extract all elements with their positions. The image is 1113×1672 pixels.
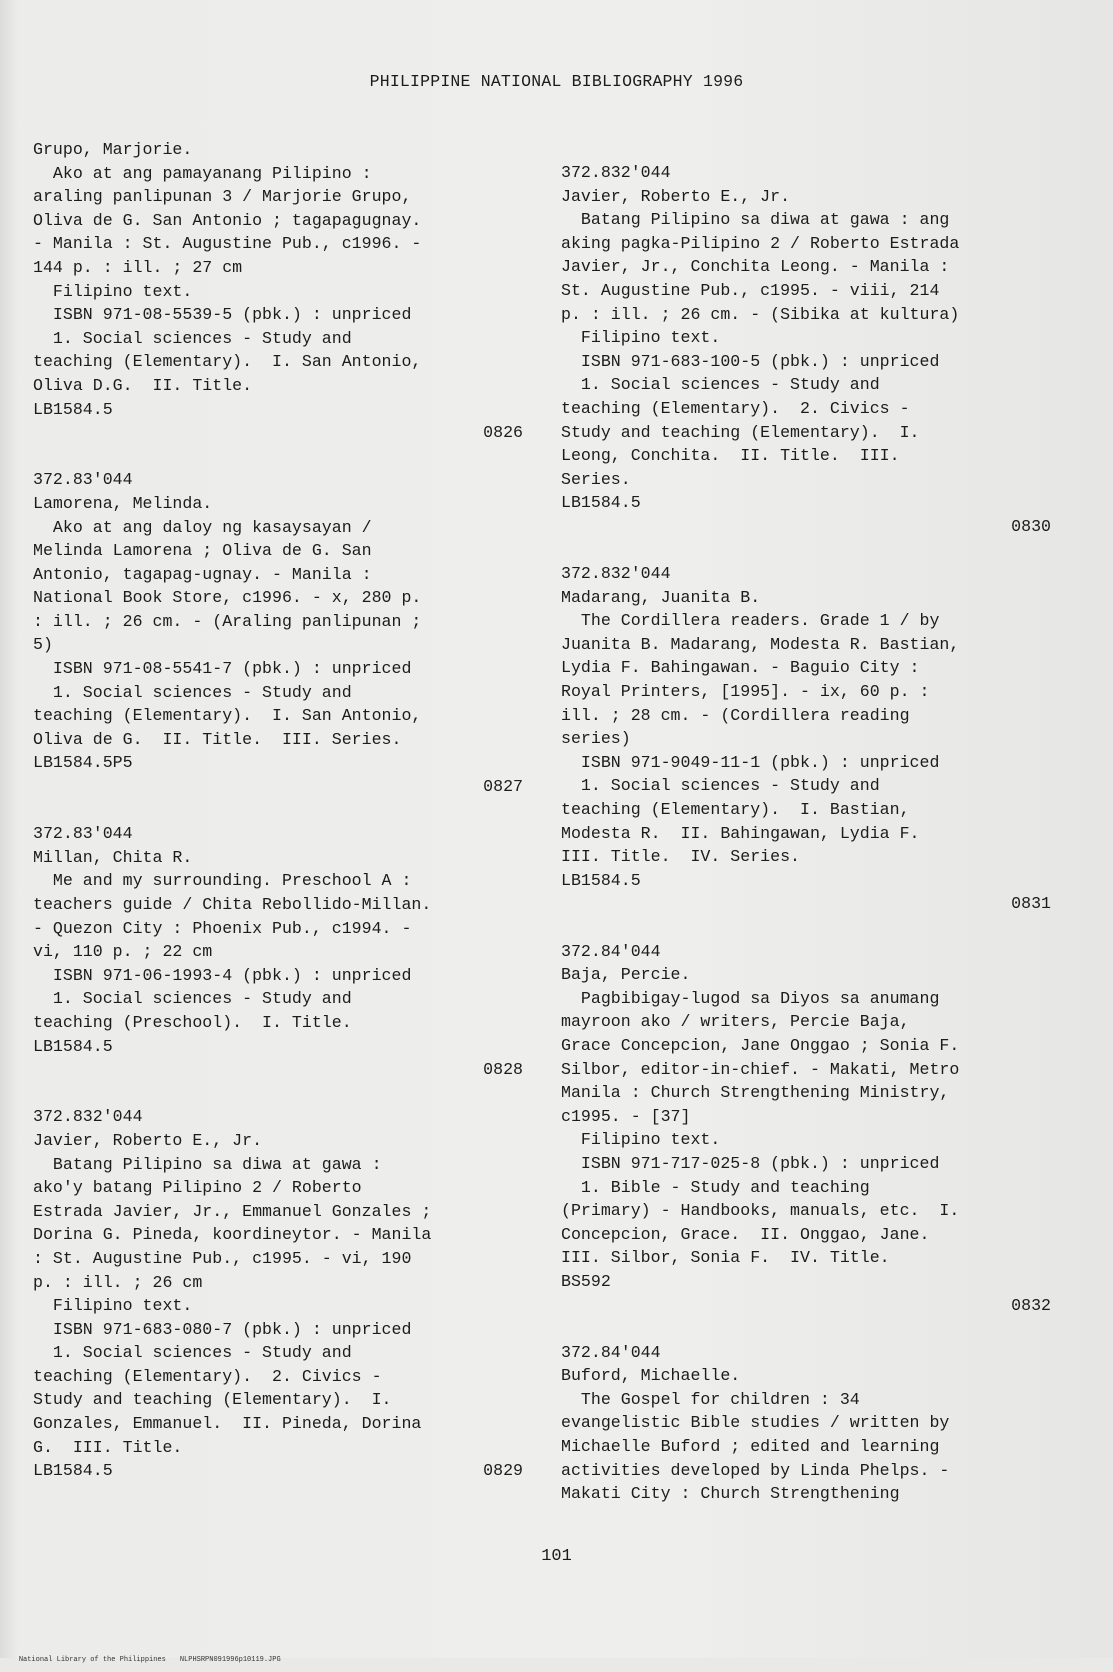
entry-line: ISBN 971-717-025-8 (pbk.) : unpriced [561, 1153, 940, 1173]
entry-line: Michaelle Buford ; edited and learning [561, 1437, 940, 1457]
entry-gap [561, 916, 1051, 940]
entry-line: Javier, Jr., Conchita Leong. - Manila : [561, 257, 950, 277]
bibliography-entry [33, 138, 523, 445]
entry-line: 372.832'044 [561, 163, 671, 182]
entry-gap [561, 1317, 1051, 1341]
entry-line: Silbor, editor-in-chief. - Makati, Metro [561, 1059, 960, 1079]
bibliography-entry [561, 161, 1051, 539]
entry-line: Study and teaching (Elementary). I. [33, 1390, 392, 1410]
entry-line: ISBN 971-683-080-7 (pbk.) : unpriced [33, 1319, 412, 1339]
entry-gap [33, 799, 523, 823]
entry-line: Study and teaching (Elementary). I. [561, 422, 920, 442]
entry-line: Royal Printers, [1995]. - ix, 60 p. : [561, 682, 930, 702]
entry-line: Madarang, Juanita B. [561, 587, 761, 607]
entry-number: 0831 [1011, 894, 1051, 914]
entry-line: araling panlipunan 3 / Marjorie Grupo, [33, 187, 412, 207]
entry-line: BS592 [561, 1271, 611, 1291]
entry-line: 1. Social sciences - Study and [33, 989, 352, 1009]
entry-gap [33, 1082, 523, 1106]
entry-number: 0827 [483, 777, 523, 797]
entry-line: p. : ill. ; 26 cm [33, 1272, 203, 1292]
entry-line: vi, 110 p. ; 22 cm [33, 942, 213, 962]
entry-line: LB1584.5 [561, 493, 641, 513]
entry-line: 372.83'044 [33, 824, 133, 844]
entry-line: aking pagka-Pilipino 2 / Roberto Estrada [561, 233, 960, 253]
page-header: PHILIPPINE NATIONAL BIBLIOGRAPHY 1996 [369, 72, 744, 91]
entry-line: teaching (Elementary). I. Bastian, [561, 800, 910, 820]
entry-line: series) [561, 729, 631, 749]
entry-line: Javier, Roberto E., Jr. [561, 186, 791, 206]
entry-line: LB1584.5 [561, 870, 641, 890]
entry-line: Filipino text. [561, 1130, 721, 1150]
bibliography-entry [33, 468, 523, 798]
entry-line: 1. Social sciences - Study and [33, 328, 352, 348]
entry-gap [561, 539, 1051, 563]
entry-line: 372.832'044 [33, 1107, 143, 1127]
entry-line: ISBN 971-683-100-5 (pbk.) : unpriced [561, 351, 940, 371]
bibliography-entry [561, 1341, 1051, 1506]
entry-gap [33, 445, 523, 469]
entry-line: ISBN 971-08-5539-5 (pbk.) : unpriced [33, 305, 412, 325]
entry-line: evangelistic Bible studies / written by [561, 1413, 950, 1433]
entry-line: LB1584.5P5 [33, 753, 133, 773]
entry-line: Oliva de G. II. Title. III. Series. [33, 729, 402, 749]
entry-line: teaching (Elementary). 2. Civics - [33, 1366, 382, 1386]
entry-line: - Quezon City : Phoenix Pub., c1994. - [33, 918, 412, 938]
entry-line: Filipino text. [33, 1296, 193, 1316]
entry-line: Dorina G. Pineda, koordineytor. - Manila [33, 1225, 432, 1245]
entry-line: c1995. - [37] [561, 1106, 691, 1126]
page-number: 101 [541, 1547, 572, 1566]
entry-line: Estrada Javier, Jr., Emmanuel Gonzales ; [33, 1201, 432, 1221]
entry-line: ill. ; 28 cm. - (Cordillera reading [561, 705, 910, 725]
entry-line: : St. Augustine Pub., c1995. - vi, 190 [33, 1248, 412, 1268]
entry-line: 1. Social sciences - Study and [33, 682, 352, 702]
bibliography-entry [33, 822, 523, 1082]
entry-line: Makati City : Church Strengthening [561, 1484, 900, 1504]
entry-line: 1. Bible - Study and teaching [561, 1177, 870, 1197]
entry-line: 1. Social sciences - Study and [561, 375, 880, 395]
entry-line: The Cordillera readers. Grade 1 / by [561, 611, 940, 631]
entry-line: mayroon ako / writers, Percie Baja, [561, 1012, 910, 1032]
entry-line: Filipino text. [561, 328, 721, 348]
bibliography-entry [561, 562, 1051, 916]
entry-line: Oliva de G. San Antonio ; tagapagugnay. [33, 210, 422, 230]
entry-line: LB1584.5 [33, 1036, 113, 1056]
entry-line: G. III. Title. [33, 1437, 183, 1457]
entry-line: 5) [33, 635, 53, 655]
entry-number: 0830 [1011, 516, 1051, 536]
entry-number: 0832 [1011, 1295, 1051, 1315]
entry-line: Modesta R. II. Bahingawan, Lydia F. [561, 823, 920, 843]
entry-line: Filipino text. [33, 281, 193, 301]
entry-line: 372.83'044 [33, 470, 133, 490]
entry-line: LB1584.5 [33, 1461, 113, 1481]
entry-line: Melinda Lamorena ; Oliva de G. San [33, 541, 372, 561]
entry-line: Concepcion, Grace. II. Onggao, Jane. [561, 1224, 930, 1244]
entry-line: National Book Store, c1996. - x, 280 p. [33, 588, 422, 608]
entry-line: : ill. ; 26 cm. - (Araling panlipunan ; [33, 611, 422, 631]
entry-line: teachers guide / Chita Rebollido-Millan. [33, 895, 432, 914]
entry-line: activities developed by Linda Phelps. - [561, 1460, 950, 1480]
footer-library: National Library of the Philippines [18, 1656, 166, 1664]
right-column [561, 161, 1051, 1506]
entry-line: Antonio, tagapag-ugnay. - Manila : [33, 564, 372, 584]
entry-line: Gonzales, Emmanuel. II. Pineda, Dorina [33, 1414, 422, 1434]
entry-line: Millan, Chita R. [33, 847, 193, 867]
entry-number: 0826 [483, 423, 523, 443]
entry-line: III. Silbor, Sonia F. IV. Title. [561, 1248, 890, 1268]
entry-line: III. Title. IV. Series. [561, 847, 800, 867]
entry-line: Leong, Conchita. II. Title. III. [561, 446, 900, 466]
entry-line: ISBN 971-06-1993-4 (pbk.) : unpriced [33, 965, 412, 985]
entry-line: 1. Social sciences - Study and [561, 776, 880, 796]
entry-line: Batang Pilipino sa diwa at gawa : [33, 1154, 382, 1174]
entry-line: 144 p. : ill. ; 27 cm [33, 257, 243, 277]
entry-line: teaching (Elementary). I. San Antonio, [33, 352, 422, 372]
entry-line: teaching (Elementary). 2. Civics - [561, 398, 910, 418]
footer-file: NLPHSRPN091996p10119.JPG [179, 1656, 281, 1664]
entry-line: Lydia F. Bahingawan. - Baguio City : [561, 658, 920, 678]
entry-line: Oliva D.G. II. Title. [33, 375, 253, 395]
entry-line: 372.84'044 [561, 941, 661, 961]
scan-footer [2, 1648, 295, 1672]
entry-line: Grace Concepcion, Jane Onggao ; Sonia F. [561, 1035, 960, 1055]
entry-line: ako'y batang Pilipino 2 / Roberto [33, 1178, 362, 1198]
left-column [33, 138, 523, 1483]
entry-number: 0829 [483, 1461, 523, 1481]
entry-line: 372.832'044 [561, 564, 671, 584]
entry-line: Manila : Church Strengthening Ministry, [561, 1083, 950, 1103]
entry-line: Lamorena, Melinda. [33, 493, 213, 513]
entry-line: (Primary) - Handbooks, manuals, etc. I. [561, 1201, 960, 1221]
entry-line: Batang Pilipino sa diwa at gawa : ang [561, 210, 950, 230]
entry-line: teaching (Preschool). I. Title. [33, 1012, 352, 1032]
bibliography-entry [33, 1105, 523, 1483]
entry-number: 0828 [483, 1060, 523, 1080]
entry-line: Javier, Roberto E., Jr. [33, 1130, 263, 1150]
entry-line: LB1584.5 [33, 399, 113, 419]
entry-line: teaching (Elementary). I. San Antonio, [33, 706, 422, 726]
entry-line: St. Augustine Pub., c1995. - viii, 214 [561, 280, 940, 300]
entry-line: ISBN 971-08-5541-7 (pbk.) : unpriced [33, 659, 412, 679]
entry-line: Baja, Percie. [561, 965, 691, 985]
entry-line: Ako at ang pamayanang Pilipino : [33, 163, 372, 183]
entry-line: Buford, Michaelle. [561, 1366, 741, 1386]
entry-line: Me and my surrounding. Preschool A : [33, 871, 412, 891]
entry-line: - Manila : St. Augustine Pub., c1996. - [33, 234, 422, 254]
entry-line: Ako at ang daloy ng kasaysayan / [33, 517, 372, 537]
entry-line: Grupo, Marjorie. [33, 140, 193, 159]
entry-line: ISBN 971-9049-11-1 (pbk.) : unpriced [561, 752, 940, 772]
entry-line: 1. Social sciences - Study and [33, 1343, 352, 1363]
entry-line: p. : ill. ; 26 cm. - (Sibika at kultura) [561, 304, 960, 324]
entry-line: The Gospel for children : 34 [561, 1389, 860, 1409]
entry-line: Juanita B. Madarang, Modesta R. Bastian, [561, 634, 960, 654]
entry-line: Pagbibigay-lugod sa Diyos sa anumang [561, 988, 940, 1008]
entry-line: 372.84'044 [561, 1342, 661, 1362]
entry-line: Series. [561, 469, 631, 489]
bibliography-entry [561, 940, 1051, 1318]
